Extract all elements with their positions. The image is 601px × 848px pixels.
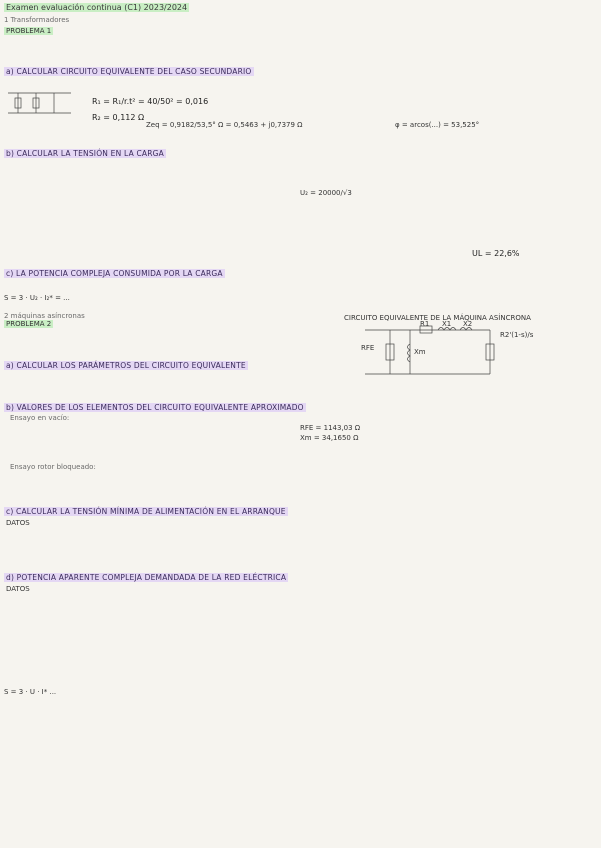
r1-label: R1 bbox=[420, 320, 430, 328]
r2-load-label: R2'(1-s)/s bbox=[500, 331, 534, 339]
section-2d-heading bbox=[4, 574, 288, 582]
section-2c-data-label: DATOS bbox=[6, 519, 30, 527]
xm-label: Xm bbox=[414, 348, 426, 356]
section-2d-data-label: DATOS bbox=[6, 585, 30, 593]
x1-label: X1 bbox=[442, 320, 452, 328]
phi-equation: φ = arcos(...) = 53,525° bbox=[395, 121, 480, 129]
section-c-heading-text: c) LA POTENCIA COMPLEJA CONSUMIDA POR LA CARGA bbox=[6, 269, 223, 278]
section-2b-heading bbox=[4, 404, 306, 412]
section-2a-heading-text: a) CALCULAR LOS PARÁMETROS DEL CIRCUITO EQUIVALENTE bbox=[6, 361, 246, 370]
section-2c-heading bbox=[4, 508, 288, 516]
section-b-heading-text: b) CALCULAR LA TENSIÓN EN LA CARGA bbox=[6, 149, 165, 158]
rfe-label: RFE bbox=[361, 344, 375, 352]
section-2c-heading-text: c) CALCULAR LA TENSIÓN MÍNIMA DE ALIMENTACIÓN EN EL ARRANQUE bbox=[6, 507, 286, 516]
document-title-text: Examen evaluación continua (C1) 2023/2024 bbox=[6, 3, 188, 12]
section-2d-heading-text: d) POTENCIA APARENTE COMPLEJA DEMANDADA DE LA RED ELÉCTRICA bbox=[6, 573, 287, 582]
zeq-equation: Zeq = 0,9182/53,5° Ω = 0,5463 + j0,7379 Ω bbox=[146, 121, 303, 129]
section-c-heading bbox=[4, 270, 225, 278]
section-b-heading bbox=[4, 150, 166, 158]
problem2-intro: 2 máquinas asíncronas bbox=[4, 312, 85, 320]
s-equation: S = 3 · U₂ · I₂* = ... bbox=[4, 294, 70, 302]
xm-result: Xm = 34,1650 Ω bbox=[300, 434, 359, 442]
r1-equation: R₁ = R₁/r.t² = 40/50² = 0,016 bbox=[92, 97, 209, 106]
problem2-label-text: PROBLEMA 2 bbox=[6, 320, 52, 328]
r2-equation: R₂ = 0,112 Ω bbox=[92, 113, 145, 122]
document-subtitle: 1 Transformadores bbox=[4, 16, 70, 24]
circuit-title: CIRCUITO EQUIVALENTE DE LA MÁQUINA ASÍNCRONA bbox=[344, 314, 531, 322]
problem2-label bbox=[4, 320, 53, 328]
section-2a-heading bbox=[4, 362, 248, 370]
section-a-heading bbox=[4, 68, 254, 76]
section-b-result-text: UL = 22,6% bbox=[472, 249, 520, 258]
problem1-label-text: PROBLEMA 1 bbox=[6, 27, 52, 35]
x2-label: X2 bbox=[463, 320, 473, 328]
rfe-result: RFE = 1143,03 Ω bbox=[300, 424, 361, 432]
u2-equation: U₂ = 20000/√3 bbox=[300, 189, 352, 197]
asynchronous-machine-circuit bbox=[360, 322, 500, 382]
problem1-label bbox=[4, 27, 53, 35]
no-load-test-label: Ensayo en vacío: bbox=[10, 414, 70, 422]
document-title bbox=[4, 4, 189, 12]
section-2b-heading-text: b) VALORES DE LOS ELEMENTOS DEL CIRCUITO EQUIVALENTE APROXIMADO bbox=[6, 403, 304, 412]
locked-rotor-test-label: Ensayo rotor bloqueado: bbox=[10, 463, 96, 471]
section-2d-result: S = 3 · U · I* ... bbox=[4, 688, 57, 696]
section-a-heading-text: a) CALCULAR CIRCUITO EQUIVALENTE DEL CASO SECUNDARIO bbox=[6, 67, 252, 76]
transformer-equivalent-circuit bbox=[6, 88, 76, 118]
section-b-result bbox=[472, 250, 520, 258]
